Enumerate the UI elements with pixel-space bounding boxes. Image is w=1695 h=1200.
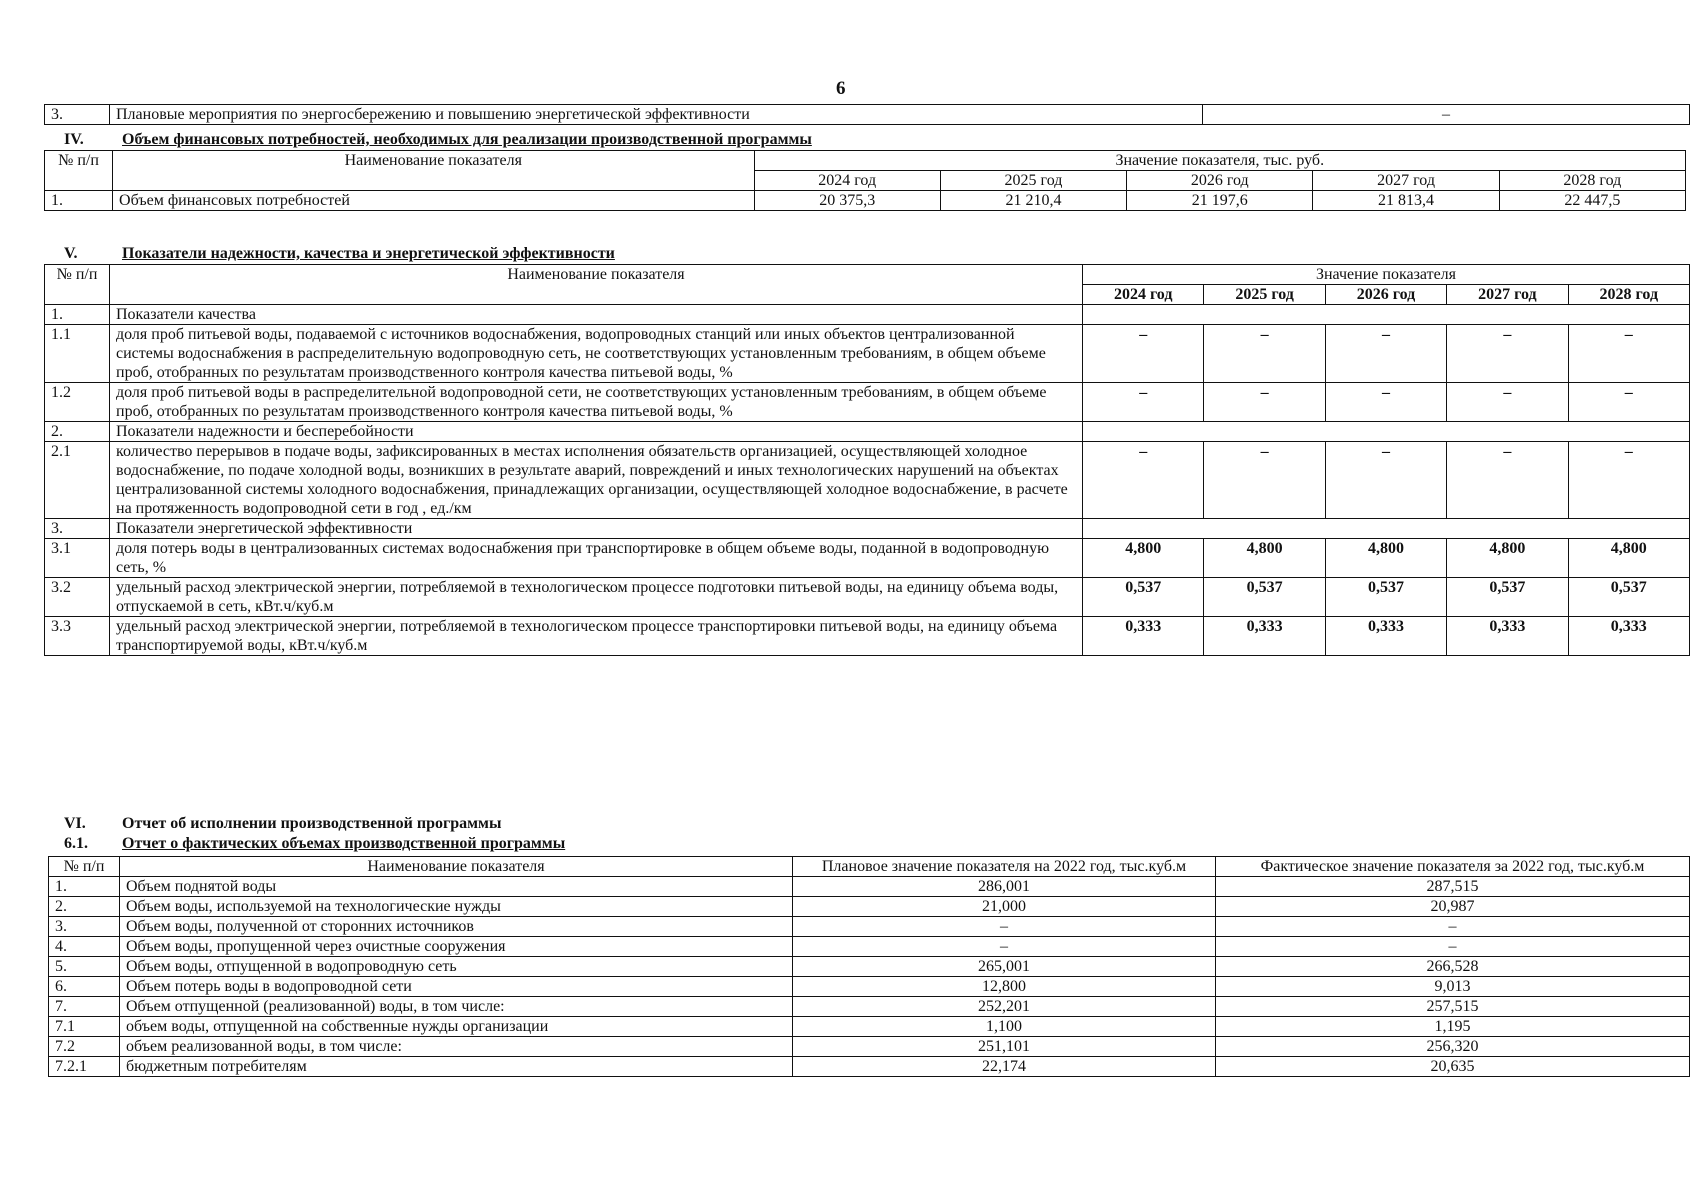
year-header: 2025 год xyxy=(1204,285,1325,305)
fact-value: 257,515 xyxy=(1216,997,1690,1017)
row-value: 4,800 xyxy=(1447,539,1568,578)
fact-value: 287,515 xyxy=(1216,877,1690,897)
table-header-row xyxy=(49,857,1690,877)
table-header-row xyxy=(45,265,1690,285)
row-value: – xyxy=(1083,442,1204,519)
header-name: Наименование показателя xyxy=(110,265,1083,305)
plan-value: 1,100 xyxy=(793,1017,1216,1037)
row-name: количество перерывов в подаче воды, зафиксированных в местах исполнения обязательств организацией, осуществляющей холодное водоснабжение, по подаче холодной воды, возникших в результате аварий, повреждений и иных технологических нарушений на объектах централизованной системы холодного водоснабжения, принадлежащих организации, осуществляющей холодное водоснабжение, в расчете на протяженность водопроводной сети в год , ед./км xyxy=(110,442,1083,519)
year-header: 2024 год xyxy=(754,171,940,191)
row-value: – xyxy=(1204,325,1325,383)
row-value: 0,333 xyxy=(1204,617,1325,656)
table-row xyxy=(49,997,1690,1017)
row-value: – xyxy=(1083,383,1204,422)
financial-needs-table xyxy=(44,150,1686,211)
row-name: объем реализованной воды, в том числе: xyxy=(120,1037,793,1057)
row-name: Объем потерь воды в водопроводной сети xyxy=(120,977,793,997)
row-number: 2. xyxy=(49,897,120,917)
table-row xyxy=(45,539,1690,578)
row-value: – xyxy=(1204,442,1325,519)
table-row xyxy=(49,877,1690,897)
row-value: 21 813,4 xyxy=(1313,191,1499,211)
energy-saving-table xyxy=(44,104,1690,125)
header-name: Наименование показателя xyxy=(113,151,755,191)
row-name: доля проб питьевой воды в распределительной водопроводной сети, не соответствующих установленным требованиям, в общем объеме проб, отобранных по результатам производственного контроля качества питьевой воды, % xyxy=(110,383,1083,422)
actual-volumes-table xyxy=(48,856,1690,1077)
row-name: Объем воды, отпущенной в водопроводную сеть xyxy=(120,957,793,977)
table-row xyxy=(49,957,1690,977)
quality-indicators-table xyxy=(44,264,1690,656)
row-value: 0,537 xyxy=(1325,578,1446,617)
plan-value: 21,000 xyxy=(793,897,1216,917)
header-name: Наименование показателя xyxy=(120,857,793,877)
row-name: удельный расход электрической энергии, потребляемой в технологическом процессе транспортировки питьевой воды, на единицу объема транспортируемой воды, кВт.ч/куб.м xyxy=(110,617,1083,656)
plan-value: 22,174 xyxy=(793,1057,1216,1077)
row-number: 3.1 xyxy=(45,539,110,578)
fact-value: 9,013 xyxy=(1216,977,1690,997)
row-name: бюджетным потребителям xyxy=(120,1057,793,1077)
row-value: – xyxy=(1325,442,1446,519)
table-row xyxy=(49,937,1690,957)
table-row xyxy=(49,1057,1690,1077)
row-value: 20 375,3 xyxy=(754,191,940,211)
fact-value: 20,987 xyxy=(1216,897,1690,917)
row-number: 1.1 xyxy=(45,325,110,383)
table-row xyxy=(45,325,1690,383)
year-header: 2028 год xyxy=(1568,285,1689,305)
row-number: 3. xyxy=(45,519,110,539)
row-value: 4,800 xyxy=(1083,539,1204,578)
row-name: Показатели надежности и бесперебойности xyxy=(110,422,1083,442)
header-num: № п/п xyxy=(49,857,120,877)
row-number: 7. xyxy=(49,997,120,1017)
plan-value: 252,201 xyxy=(793,997,1216,1017)
fact-value: 20,635 xyxy=(1216,1057,1690,1077)
row-name: удельный расход электрической энергии, потребляемой в технологическом процессе подготовки питьевой воды, на единицу объема воды, отпускаемой в сеть, кВт.ч/куб.м xyxy=(110,578,1083,617)
row-value: – xyxy=(1568,325,1689,383)
header-value: Значение показателя xyxy=(1083,265,1690,285)
row-value: – xyxy=(1083,325,1204,383)
section-5-heading: V. Показатели надежности, качества и энергетической эффективности xyxy=(64,245,615,262)
empty-cell xyxy=(1083,422,1690,442)
header-fact: Фактическое значение показателя за 2022 год, тыс.куб.м xyxy=(1216,857,1690,877)
row-value: – xyxy=(1447,442,1568,519)
row-value: 0,537 xyxy=(1083,578,1204,617)
row-value: 0,333 xyxy=(1568,617,1689,656)
fact-value: 266,528 xyxy=(1216,957,1690,977)
year-header: 2025 год xyxy=(940,171,1126,191)
row-number: 7.2 xyxy=(49,1037,120,1057)
row-value: 4,800 xyxy=(1568,539,1689,578)
row-number: 1.2 xyxy=(45,383,110,422)
row-name: Показатели энергетической эффективности xyxy=(110,519,1083,539)
header-num: № п/п xyxy=(45,151,113,191)
row-value: – xyxy=(1204,383,1325,422)
fact-value: 1,195 xyxy=(1216,1017,1690,1037)
fact-value: 256,320 xyxy=(1216,1037,1690,1057)
row-number: 3. xyxy=(49,917,120,937)
row-name: объем воды, отпущенной на собственные нужды организации xyxy=(120,1017,793,1037)
plan-value: – xyxy=(793,937,1216,957)
row-value: 4,800 xyxy=(1325,539,1446,578)
table-row xyxy=(49,1037,1690,1057)
row-number: 4. xyxy=(49,937,120,957)
plan-value: 251,101 xyxy=(793,1037,1216,1057)
year-header: 2026 год xyxy=(1325,285,1446,305)
row-value: 0,333 xyxy=(1325,617,1446,656)
plan-value: – xyxy=(793,917,1216,937)
year-header: 2027 год xyxy=(1313,171,1499,191)
row-number: 6. xyxy=(49,977,120,997)
empty-cell xyxy=(1083,519,1690,539)
row-number: 5. xyxy=(49,957,120,977)
row-value: 21 197,6 xyxy=(1127,191,1313,211)
row-value: 22 447,5 xyxy=(1499,191,1685,211)
row-value: – xyxy=(1447,325,1568,383)
fact-value: – xyxy=(1216,917,1690,937)
row-value: – xyxy=(1325,383,1446,422)
row-value: 0,537 xyxy=(1204,578,1325,617)
group-row xyxy=(45,422,1690,442)
group-row xyxy=(45,305,1690,325)
year-header: 2028 год xyxy=(1499,171,1685,191)
year-header: 2026 год xyxy=(1127,171,1313,191)
year-header: 2024 год xyxy=(1083,285,1204,305)
row-name: доля проб питьевой воды, подаваемой с источников водоснабжения, водопроводных станций или иных объектов централизованной системы водоснабжения в распределительную водопроводную сеть, не соответствующих установленным требованиям, в общем объеме проб, отобранных по результатам производственного контроля качества питьевой воды, % xyxy=(110,325,1083,383)
row-name: Объем отпущенной (реализованной) воды, в том числе: xyxy=(120,997,793,1017)
table-row xyxy=(45,383,1690,422)
table-row xyxy=(49,977,1690,997)
row-name: Показатели качества xyxy=(110,305,1083,325)
plan-value: 265,001 xyxy=(793,957,1216,977)
row-value: 0,333 xyxy=(1447,617,1568,656)
plan-value: 286,001 xyxy=(793,877,1216,897)
group-row xyxy=(45,519,1690,539)
row-value: 0,537 xyxy=(1568,578,1689,617)
row-number: 2. xyxy=(45,422,110,442)
table-row xyxy=(45,578,1690,617)
row-name: Объем воды, полученной от сторонних источников xyxy=(120,917,793,937)
row-number: 1. xyxy=(49,877,120,897)
table-row xyxy=(45,105,1690,125)
row-name: Объем воды, используемой на технологические нужды xyxy=(120,897,793,917)
row-value: – xyxy=(1203,105,1690,125)
row-name: Плановые мероприятия по энергосбережению и повышению энергетической эффективности xyxy=(110,105,1203,125)
section-4-heading: IV. Объем финансовых потребностей, необходимых для реализации производственной программы xyxy=(64,131,812,148)
row-name: Объем финансовых потребностей xyxy=(113,191,755,211)
row-number: 1. xyxy=(45,191,113,211)
plan-value: 12,800 xyxy=(793,977,1216,997)
section-6-heading: VI. Отчет об исполнении производственной программы xyxy=(64,815,502,832)
row-number: 7.1 xyxy=(49,1017,120,1037)
fact-value: – xyxy=(1216,937,1690,957)
row-name: Объем воды, пропущенной через очистные сооружения xyxy=(120,937,793,957)
header-num: № п/п xyxy=(45,265,110,305)
section-6-1-heading: 6.1. Отчет о фактических объемах производственной программы xyxy=(64,835,566,852)
row-value: 0,333 xyxy=(1083,617,1204,656)
header-value: Значение показателя, тыс. руб. xyxy=(754,151,1685,171)
table-row xyxy=(49,897,1690,917)
row-number: 1. xyxy=(45,305,110,325)
row-value: – xyxy=(1568,383,1689,422)
table-row xyxy=(45,442,1690,519)
row-value: 0,537 xyxy=(1447,578,1568,617)
row-value: – xyxy=(1568,442,1689,519)
header-plan: Плановое значение показателя на 2022 год, тыс.куб.м xyxy=(793,857,1216,877)
row-number: 3. xyxy=(45,105,110,125)
row-number: 7.2.1 xyxy=(49,1057,120,1077)
empty-cell xyxy=(1083,305,1690,325)
row-name: Объем поднятой воды xyxy=(120,877,793,897)
page-number: 6 xyxy=(836,78,846,99)
row-number: 2.1 xyxy=(45,442,110,519)
row-number: 3.2 xyxy=(45,578,110,617)
table-header-row xyxy=(45,151,1686,171)
row-name: доля потерь воды в централизованных системах водоснабжения при транспортировке в общем объеме воды, поданной в водопроводную сеть, % xyxy=(110,539,1083,578)
row-value: – xyxy=(1447,383,1568,422)
table-row xyxy=(49,917,1690,937)
row-value: 21 210,4 xyxy=(940,191,1126,211)
table-row xyxy=(49,1017,1690,1037)
year-header: 2027 год xyxy=(1447,285,1568,305)
row-number: 3.3 xyxy=(45,617,110,656)
table-row xyxy=(45,191,1686,211)
table-row xyxy=(45,617,1690,656)
row-value: – xyxy=(1325,325,1446,383)
row-value: 4,800 xyxy=(1204,539,1325,578)
